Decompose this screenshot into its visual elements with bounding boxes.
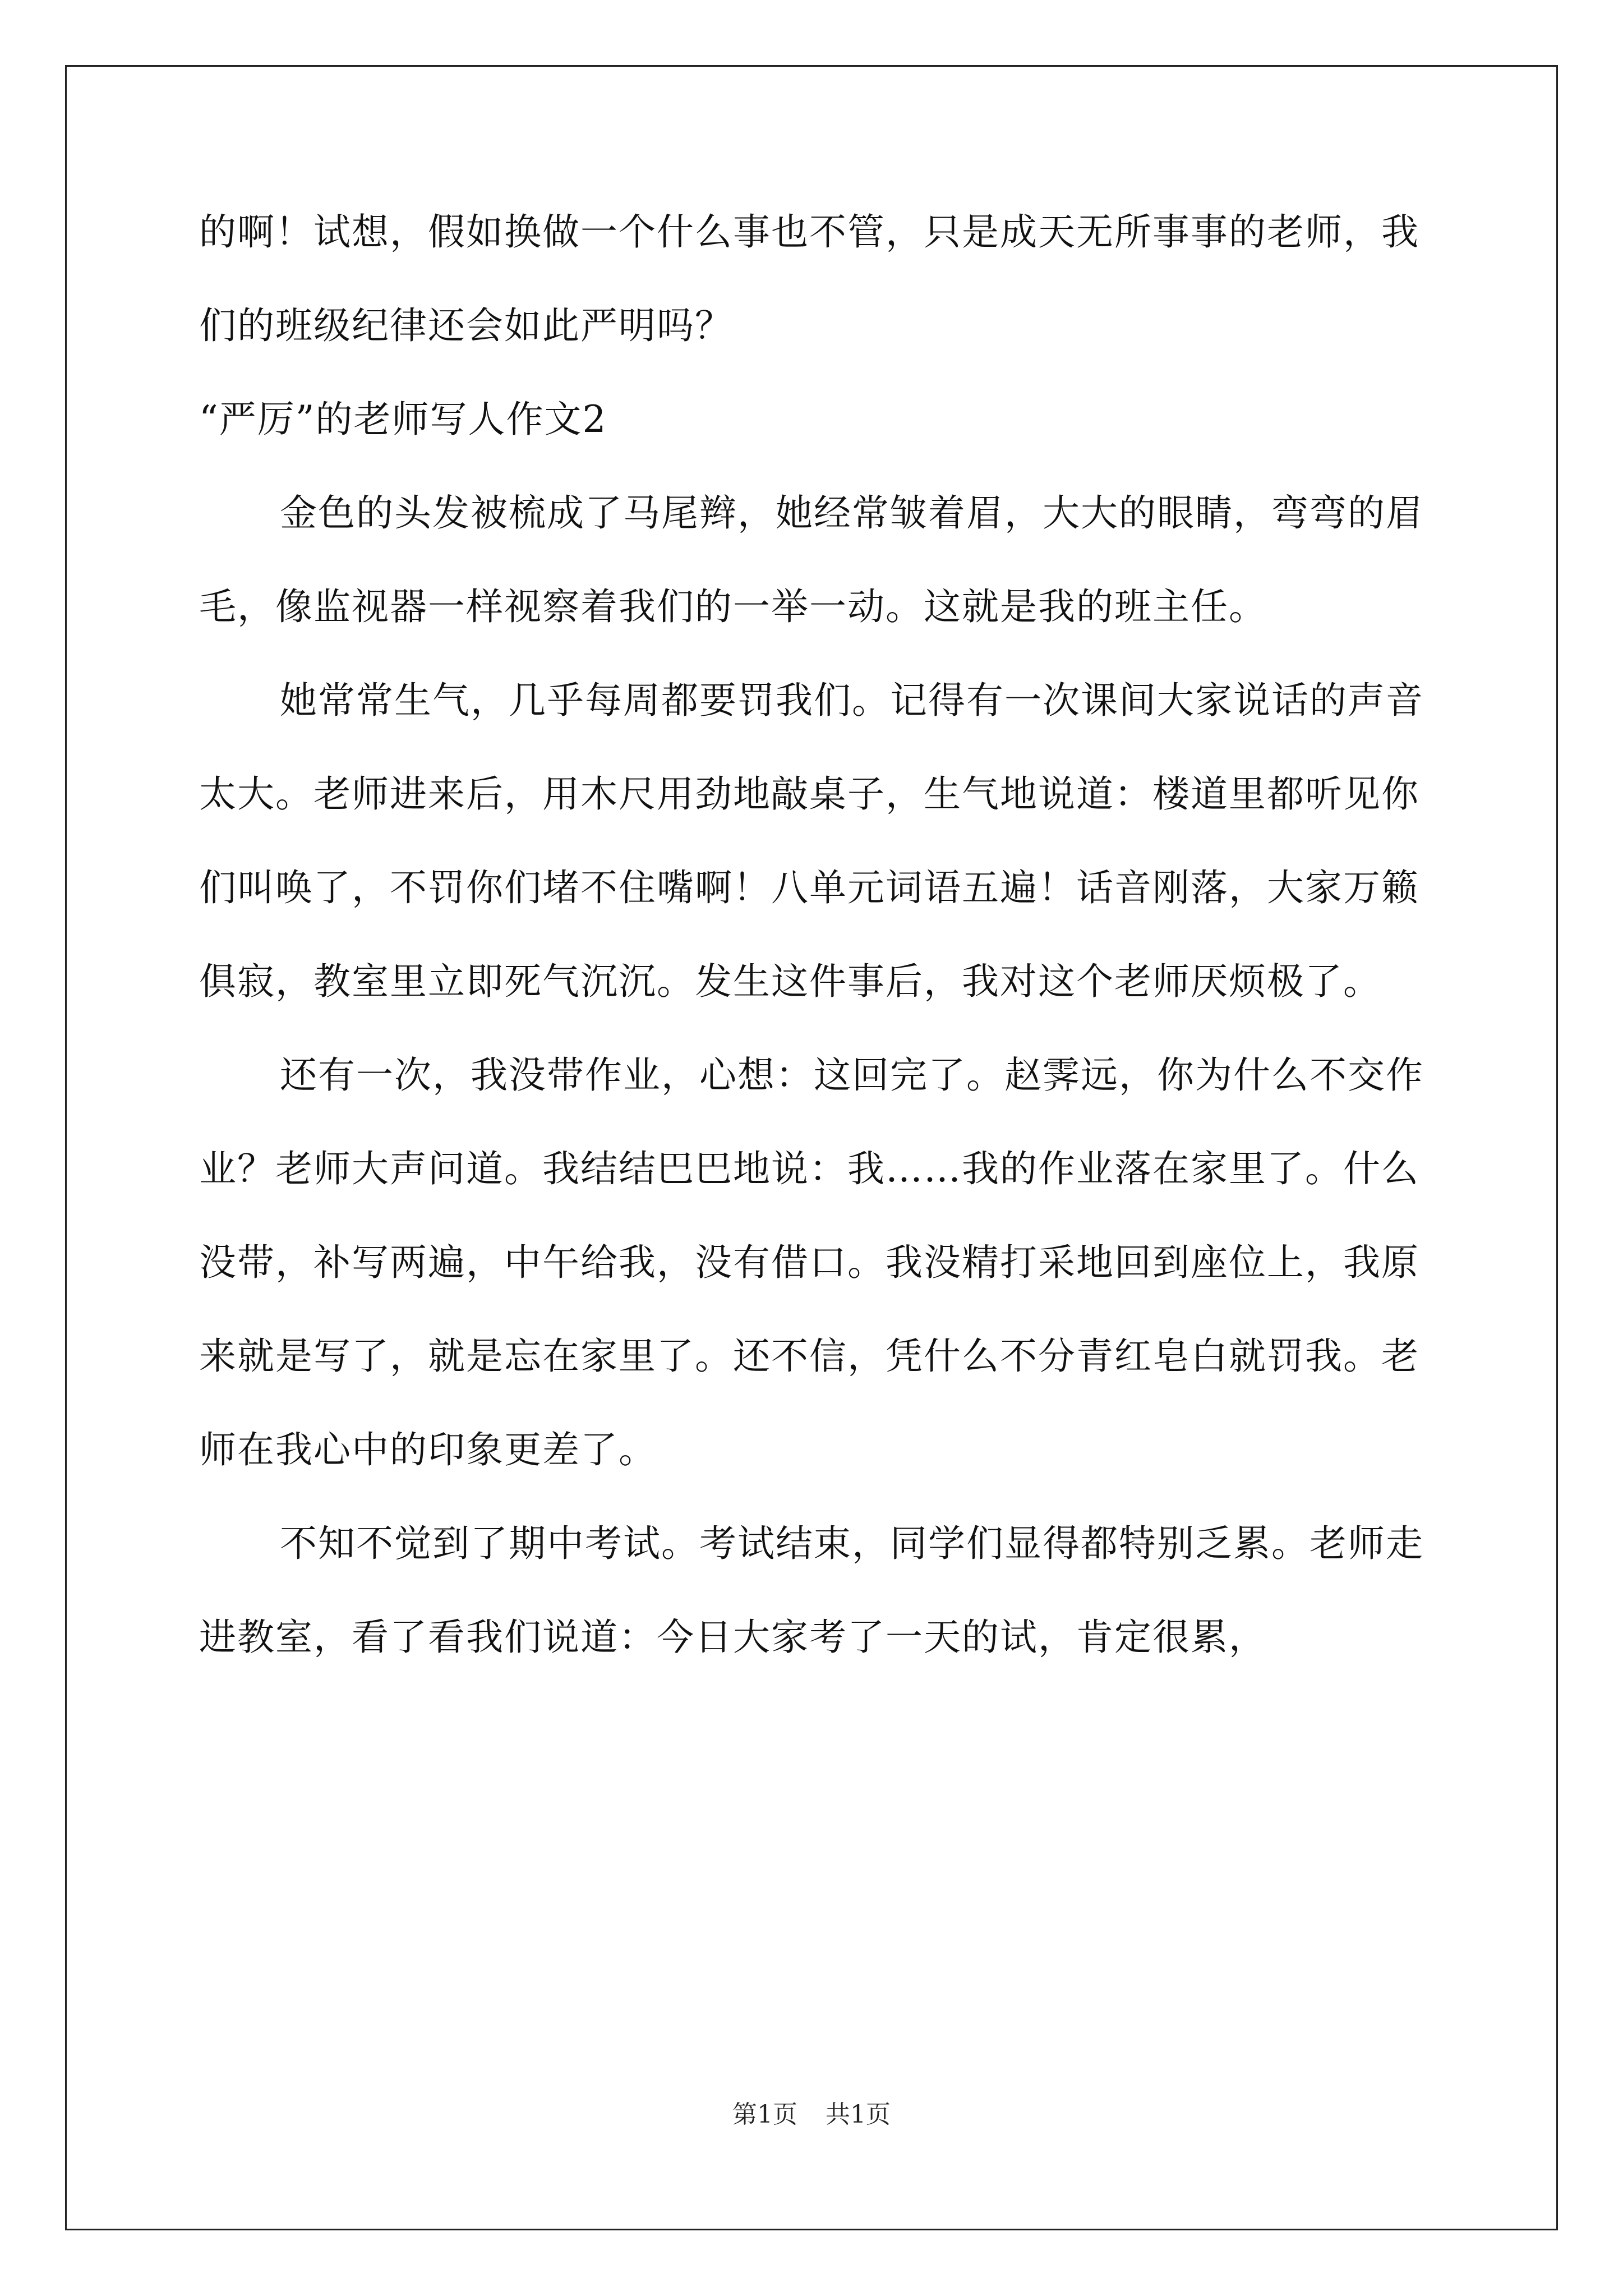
paragraph-5: 不知不觉到了期中考试。考试结束，同学们显得都特别乏累。老师走进教室，看了看我们说道：今日大家考了一天的试，肯定很累， — [199, 1522, 1424, 1659]
paragraph-1: 的啊！试想，假如换做一个什么事也不管，只是成天无所事事的老师，我们的班级纪律还会如此严明吗？ — [199, 210, 1419, 347]
paragraph-2: 金色的头发被梳成了马尾辫，她经常皱着眉，大大的眼睛，弯弯的眉毛，像监视器一样视察着我们的一举一动。这就是我的班主任。 — [199, 491, 1424, 628]
paragraph-4: 还有一次，我没带作业，心想：这回完了。赵霁远，你为什么不交作业？老师大声问道。我结结巴巴地说：我……我的作业落在家里了。什么没带，补写两遍，中午给我，没有借口。我没精打采地回到座位上，我原来就是写了，就是忘在家里了。还不信，凭什么不分青红皂白就罚我。老师在我心中的印象更差了。 — [199, 1053, 1424, 1471]
section-heading: “严厉”的老师写人作文2 — [199, 398, 607, 441]
page-total: 共1页 — [826, 2100, 891, 2129]
document-body — [199, 185, 1433, 1684]
paragraph-3: 她常常生气，几乎每周都要罚我们。记得有一次课间大家说话的声音太大。老师进来后，用木尺用劲地敲桌子，生气地说道：楼道里都听见你们叫唤了，不罚你们堵不住嘴啊！八单元词语五遍！话音刚落，大家万籁俱寂，教室里立即死气沉沉。发生这件事后，我对这个老师厌烦极了。 — [199, 679, 1424, 1003]
page-number: 第1页 — [732, 2100, 797, 2129]
page-footer — [0, 2098, 1623, 2132]
